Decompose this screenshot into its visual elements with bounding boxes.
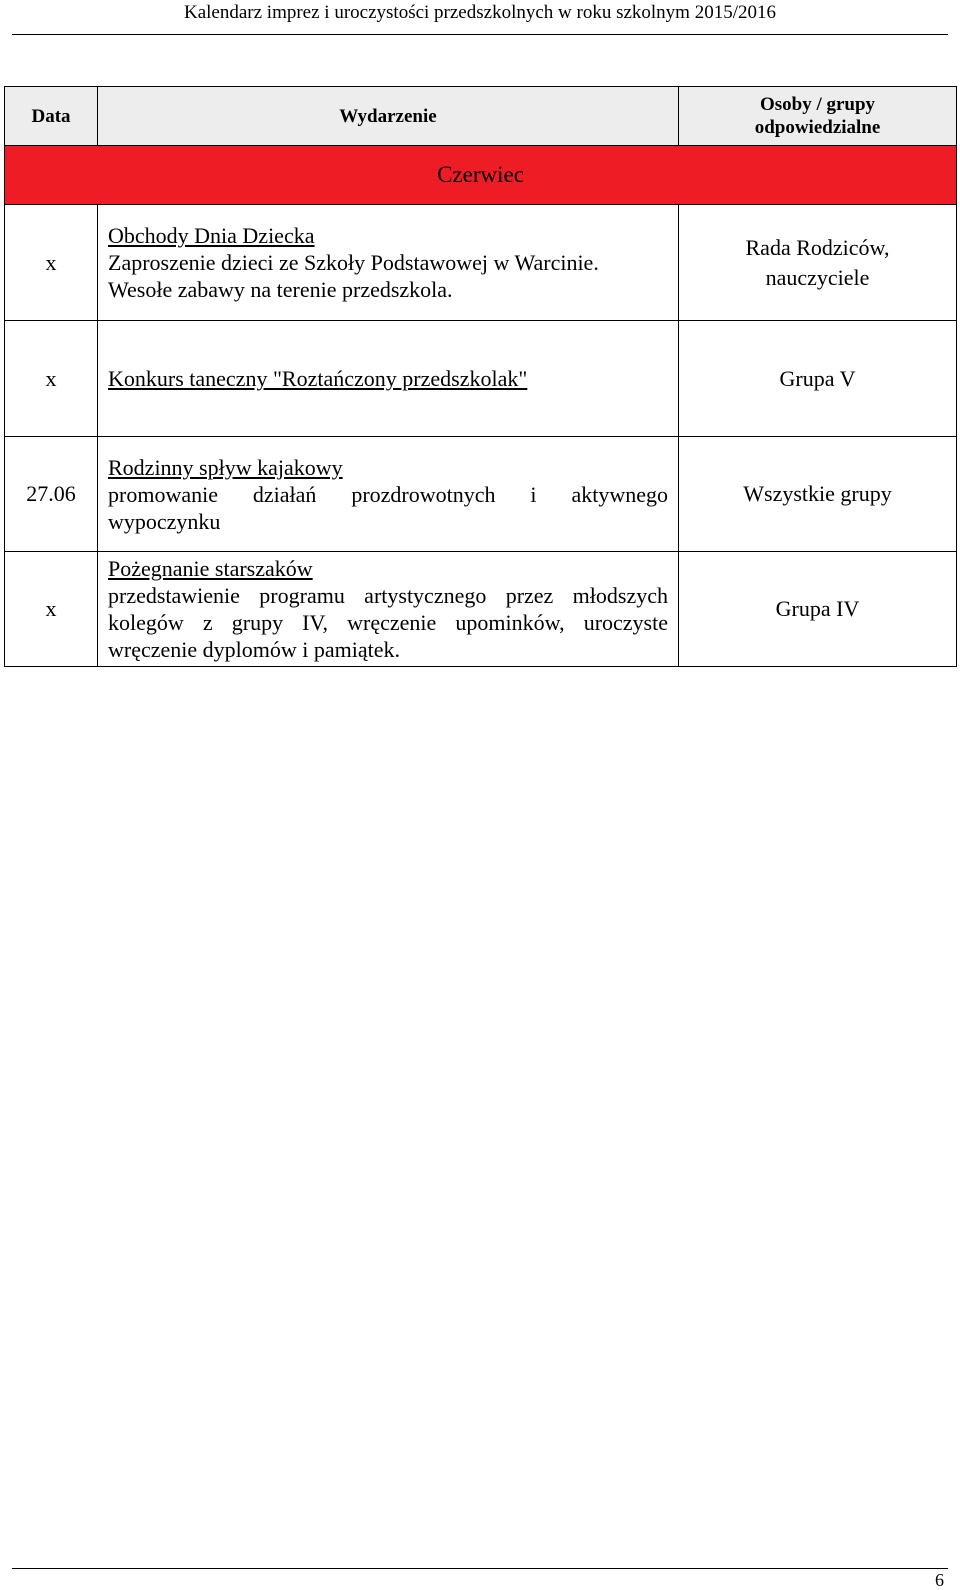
month-row <box>5 146 957 205</box>
row-event <box>98 321 679 437</box>
page-number: 6 <box>935 1570 944 1590</box>
footer-divider <box>12 1568 948 1569</box>
responsible-text: Wszystkie grupy <box>743 481 892 506</box>
column-header-date: Data <box>5 87 98 146</box>
responsible-text: Grupa IV <box>775 596 860 621</box>
row-event <box>98 205 679 321</box>
responsible-text: Rada Rodziców, nauczyciele <box>745 234 890 290</box>
event-title: Rodzinny spływ kajakowy <box>108 454 343 480</box>
table-row <box>5 205 957 321</box>
event-detail: Wesołe zabawy na terenie przedszkola. <box>108 277 453 302</box>
table-row <box>5 437 957 552</box>
table-row <box>5 552 957 667</box>
table-header-row <box>5 87 957 146</box>
event-title: Pożegnanie starszaków <box>108 556 313 581</box>
column-header-event: Wydarzenie <box>98 87 679 146</box>
event-description: promowanie działań prozdrowotnych i aktywnego wypoczynku <box>108 481 668 534</box>
page-header <box>12 0 948 35</box>
row-responsible <box>679 321 957 437</box>
month-cell <box>5 146 957 205</box>
row-date: x <box>5 321 98 437</box>
column-header-responsible: Osoby / grupy odpowiedzialne <box>679 87 957 146</box>
events-table <box>4 86 957 667</box>
table-row <box>5 321 957 437</box>
row-event <box>98 437 679 552</box>
responsible-text: Grupa V <box>779 365 856 391</box>
row-responsible <box>679 205 957 321</box>
row-date: x <box>5 552 98 667</box>
event-title: Obchody Dnia Dziecka <box>108 223 315 248</box>
row-responsible <box>679 552 957 667</box>
row-responsible <box>679 437 957 552</box>
event-description: przedstawienie programu artystycznego przez młodszych kolegów z grupy IV, wręczenie upominków, uroczyste wręczenie dyplomów i pamiątek. <box>108 583 668 662</box>
month-label: Czerwiec <box>437 162 524 187</box>
row-date: 27.06 <box>5 437 98 552</box>
event-detail: Zaproszenie dzieci ze Szkoły Podstawowej w Warcinie. <box>108 250 599 275</box>
row-event <box>98 552 679 667</box>
page-title: Kalendarz imprez i uroczystości przedszkolnych w roku szkolnym 2015/2016 <box>183 2 776 23</box>
event-title: Konkurs taneczny "Roztańczony przedszkolak" <box>108 366 528 391</box>
row-date: x <box>5 205 98 321</box>
